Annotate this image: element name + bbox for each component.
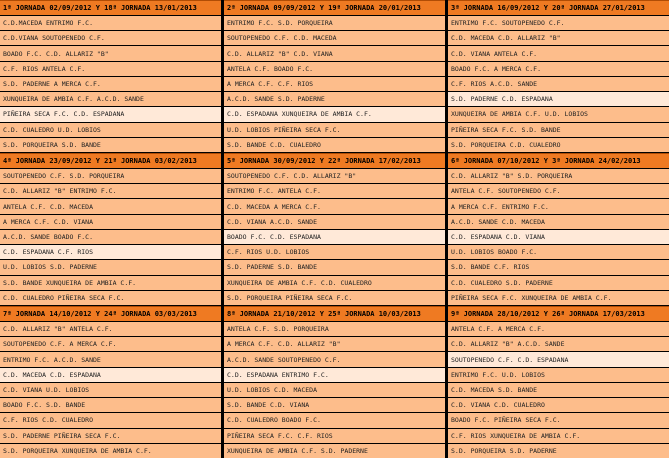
match-row: SOUTOPENEDO C.F. C.D. ESPADANA (448, 352, 669, 366)
match-row: C.D.VIANA SOUTOPENEDO C.F. (0, 31, 221, 45)
jornada-block (224, 306, 445, 458)
match-row: C.F. RIOS XUNQUEIRA DE AMBIA C.F. (448, 429, 669, 443)
match-row: C.D.MACEDA ENTRIMO F.C. (0, 16, 221, 30)
jornada-block (448, 0, 669, 152)
jornada-block (448, 306, 669, 458)
match-row: U.D. LOBIOS PIÑEIRA SECA F.C. (224, 123, 445, 137)
match-row: S.D. PORQUEIRA S.D. PADERNE (448, 444, 669, 458)
jornada-header: 1ª JORNADA 02/09/2012 Y 18ª JORNADA 13/01/2013 (0, 0, 221, 15)
match-row: S.D. BANDE XUNQUEIRA DE AMBIA C.F. (0, 276, 221, 290)
match-row: ENTRIMO F.C. ANTELA C.F. (224, 184, 445, 198)
match-row: BOADO F.C. A MERCA C.F. (448, 62, 669, 76)
match-row: XUNQUEIRA DE AMBIA C.F. A.C.D. SANDE (0, 92, 221, 106)
match-row: ANTELA C.F. BOADO F.C. (224, 62, 445, 76)
match-row: U.D. LOBIOS BOADO F.C. (448, 245, 669, 259)
match-row: ANTELA C.F. S.D. PORQUEIRA (224, 322, 445, 336)
match-row: C.D. ALLARIZ "B" A.C.D. SANDE (448, 337, 669, 351)
match-row: U.D. LOBIOS C.D. MACEDA (224, 383, 445, 397)
match-row: S.D. PADERNE C.D. ESPADANA (448, 92, 669, 106)
match-row: SOUTOPENEDO C.F. C.D. MACEDA (224, 31, 445, 45)
match-row: C.F. RIOS U.D. LOBIOS (224, 245, 445, 259)
match-row: S.D. PADERNE PIÑEIRA SECA F.C. (0, 429, 221, 443)
match-row: S.D. PORQUEIRA C.D. CUALEDRO (448, 138, 669, 152)
match-row: C.D. VIANA U.D. LOBIOS (0, 383, 221, 397)
match-row: SOUTOPENEDO C.F. A MERCA C.F. (0, 337, 221, 351)
jornada-block (224, 0, 445, 152)
jornada-block (0, 306, 221, 458)
match-row: A MERCA C.F. C.D. ALLARIZ "B" (224, 337, 445, 351)
jornada-header: 2ª JORNADA 09/09/2012 Y 19ª JORNADA 20/01/2013 (224, 0, 445, 15)
match-row: C.D. CUALEDRO BOADO F.C. (224, 413, 445, 427)
match-row: C.D. ESPADANA XUNQUEIRA DE AMBIA C.F. (224, 107, 445, 121)
match-row: ENTRIMO F.C. A.C.D. SANDE (0, 352, 221, 366)
match-row: C.D. CUALEDRO PIÑEIRA SECA F.C. (0, 291, 221, 305)
match-row: S.D. BANDE C.F. RIOS (448, 260, 669, 274)
match-row: C.D. ALLARIZ "B" ENTRIMO F.C. (0, 184, 221, 198)
jornada-header: 7ª JORNADA 14/10/2012 Y 24ª JORNADA 03/03/2013 (0, 306, 221, 321)
match-row: C.D. VIANA A.C.D. SANDE (224, 215, 445, 229)
match-row: C.D. MACEDA C.D. ALLARIZ "B" (448, 31, 669, 45)
match-row: C.D. ALLARIZ "B" ANTELA C.F. (0, 322, 221, 336)
match-row: BOADO F.C. PIÑEIRA SECA F.C. (448, 413, 669, 427)
jornada-header: 8ª JORNADA 21/10/2012 Y 25ª JORNADA 10/03/2013 (224, 306, 445, 321)
match-row: C.F. RIOS C.D. CUALEDRO (0, 413, 221, 427)
match-row: S.D. PORQUEIRA XUNQUEIRA DE AMBIA C.F. (0, 444, 221, 458)
match-row: XUNQUEIRA DE AMBIA C.F. U.D. LOBIOS (448, 107, 669, 121)
match-row: C.D. ESPADANA C.F. RIOS (0, 245, 221, 259)
match-row: S.D. BANDE C.D. CUALEDRO (224, 138, 445, 152)
match-row: ENTRIMO F.C. SOUTOPENEDO C.F. (448, 16, 669, 30)
match-row: A.C.D. SANDE S.D. PADERNE (224, 92, 445, 106)
jornada-block (0, 0, 221, 152)
match-row: C.D. ESPADANA C.D. VIANA (448, 230, 669, 244)
match-row: C.F. RIOS A.C.D. SANDE (448, 77, 669, 91)
match-row: C.D. ESPADANA ENTRIMO F.C. (224, 368, 445, 382)
match-row: PIÑEIRA SECA F.C. XUNQUEIRA DE AMBIA C.F. (448, 291, 669, 305)
match-row: C.D. ALLARIZ "B" S.D. PORQUEIRA (448, 169, 669, 183)
match-row: C.D. MACEDA C.D. ESPADANA (0, 368, 221, 382)
jornada-header: 5ª JORNADA 30/09/2012 Y 22ª JORNADA 17/02/2013 (224, 153, 445, 168)
match-row: A MERCA C.F. C.D. VIANA (0, 215, 221, 229)
match-row: C.D. ALLARIZ "B" C.D. VIANA (224, 46, 445, 60)
jornada-block (448, 153, 669, 305)
match-row: ANTELA C.F. C.D. MACEDA (0, 199, 221, 213)
match-row: BOADO F.C. C.D. ESPADANA (224, 230, 445, 244)
match-row: C.D. MACEDA S.D. BANDE (448, 383, 669, 397)
match-row: C.D. VIANA ANTELA C.F. (448, 46, 669, 60)
match-row: PIÑEIRA SECA F.C. C.F. RIOS (224, 429, 445, 443)
match-row: A.C.D. SANDE C.D. MACEDA (448, 215, 669, 229)
match-row: BOADO F.C. C.D. ALLARIZ "B" (0, 46, 221, 60)
match-row: BOADO F.C. S.D. BANDE (0, 398, 221, 412)
match-row: A.C.D. SANDE BOADO F.C. (0, 230, 221, 244)
match-row: C.D. VIANA C.D. CUALEDRO (448, 398, 669, 412)
jornada-block (0, 153, 221, 305)
match-row: SOUTOPENEDO C.F. S.D. PORQUEIRA (0, 169, 221, 183)
match-row: A.C.D. SANDE SOUTOPENEDO C.F. (224, 352, 445, 366)
match-row: S.D. PORQUEIRA S.D. BANDE (0, 138, 221, 152)
match-row: C.D. CUALEDRO S.D. PADERNE (448, 276, 669, 290)
match-row: S.D. PADERNE A MERCA C.F. (0, 77, 221, 91)
jornada-header: 6ª JORNADA 07/10/2012 Y 3ª JORNADA 24/02/2013 (448, 153, 669, 168)
match-row: PIÑEIRA SECA F.C. S.D. BANDE (448, 123, 669, 137)
jornada-block (224, 153, 445, 305)
match-row: U.D. LOBIOS S.D. PADERNE (0, 260, 221, 274)
match-row: C.F. RIOS ANTELA C.F. (0, 62, 221, 76)
match-row: S.D. PORQUEIRA PIÑEIRA SECA F.C. (224, 291, 445, 305)
match-row: C.D. CUALEDRO U.D. LOBIOS (0, 123, 221, 137)
match-row: ENTRIMO F.C. S.D. PORQUEIRA (224, 16, 445, 30)
jornada-header: 9ª JORNADA 28/10/2012 Y 26ª JORNADA 17/03/2013 (448, 306, 669, 321)
match-row: ENTRIMO F.C. U.D. LOBIOS (448, 368, 669, 382)
match-row: SOUTOPENEDO C.F. C.D. ALLARIZ "B" (224, 169, 445, 183)
match-row: XUNQUEIRA DE AMBIA C.F. C.D. CUALEDRO (224, 276, 445, 290)
match-row: XUNQUEIRA DE AMBIA C.F. S.D. PADERNE (224, 444, 445, 458)
match-row: A MERCA C.F. C.F. RIOS (224, 77, 445, 91)
match-row: PIÑEIRA SECA F.C. C.D. ESPADANA (0, 107, 221, 121)
match-row: S.D. PADERNE S.D. BANDE (224, 260, 445, 274)
jornada-header: 3ª JORNADA 16/09/2012 Y 20ª JORNADA 27/01/2013 (448, 0, 669, 15)
match-row: ANTELA C.F. SOUTOPENEDO C.F. (448, 184, 669, 198)
match-row: A MERCA C.F. ENTRIMO F.C. (448, 199, 669, 213)
match-row: ANTELA C.F. A MERCA C.F. (448, 322, 669, 336)
match-row: C.D. MACEDA A MERCA C.F. (224, 199, 445, 213)
match-row: S.D. BANDE C.D. VIANA (224, 398, 445, 412)
jornada-header: 4ª JORNADA 23/09/2012 Y 21ª JORNADA 03/02/2013 (0, 153, 221, 168)
